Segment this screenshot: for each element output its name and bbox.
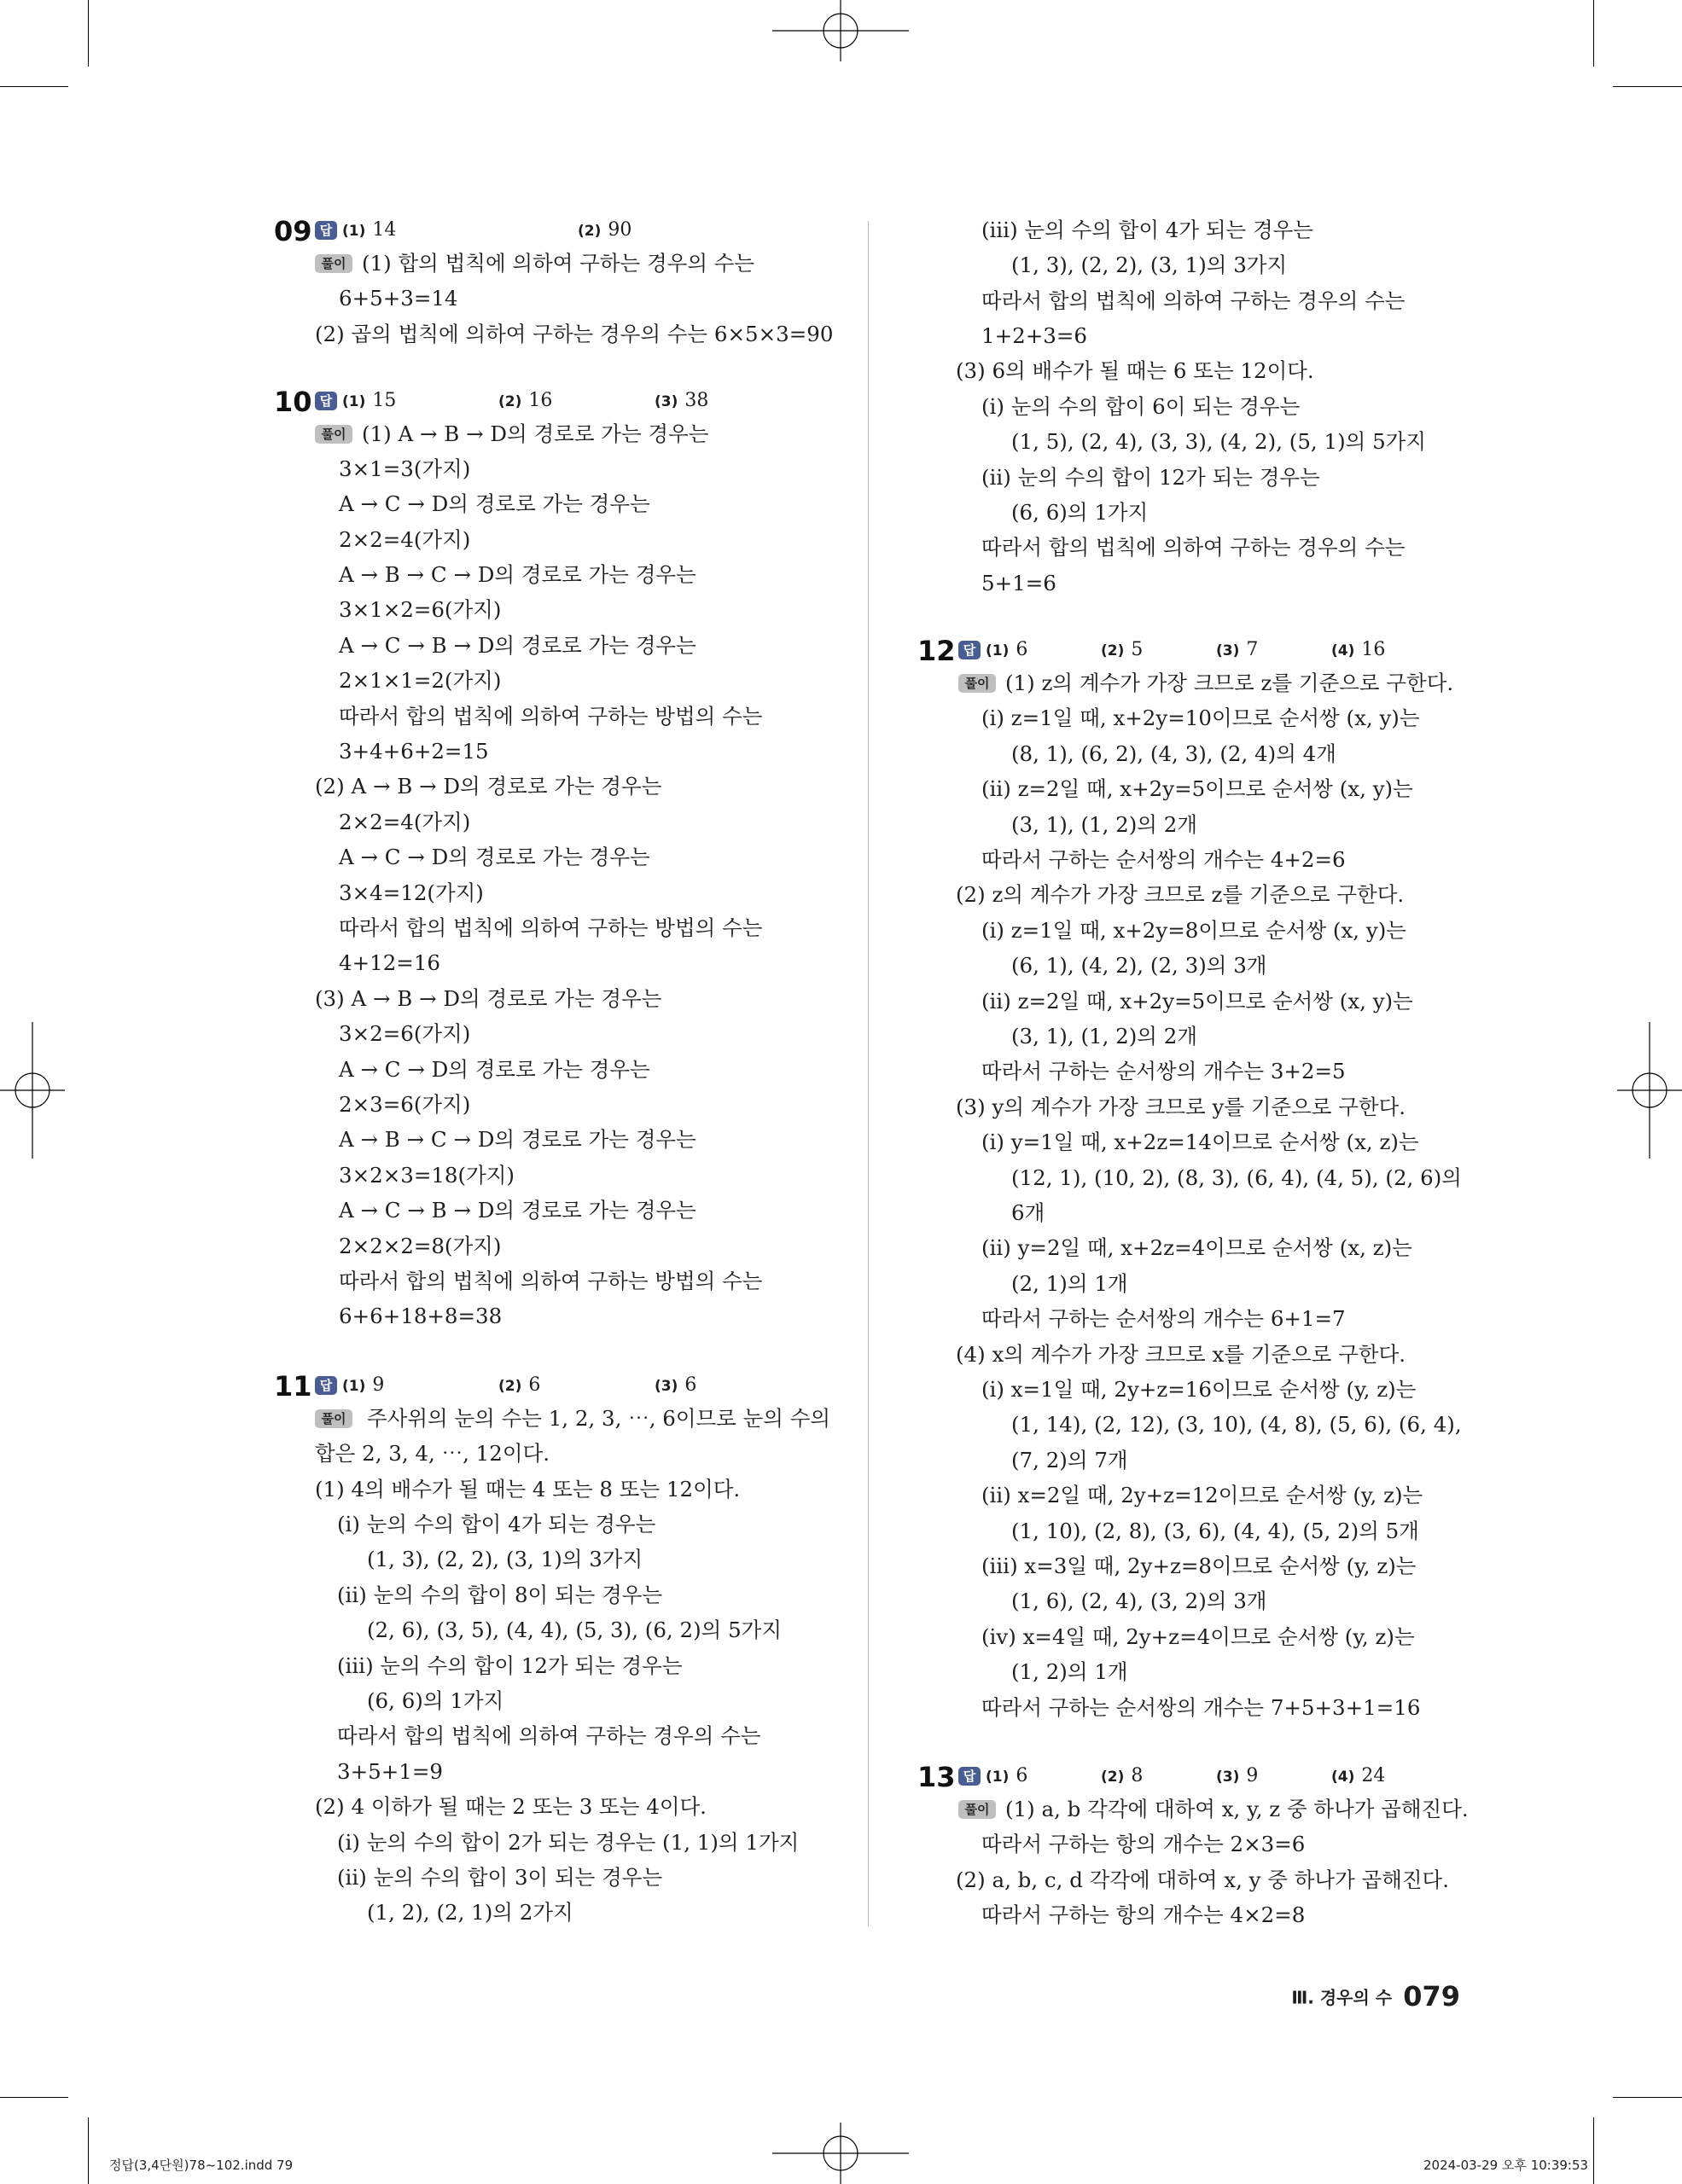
- solution-line: (ⅲ) x=3일 때, 2y+z=8이므로 순서쌍 (y, z)는: [981, 1554, 1417, 1578]
- solution-line: (ⅲ) 눈의 수의 합이 4가 되는 경우는: [981, 218, 1313, 242]
- solution-line: A → C → D의 경로로 가는 경우는: [339, 845, 650, 869]
- solution-line: (ⅰ) x=1일 때, 2y+z=16이므로 순서쌍 (y, z)는: [981, 1377, 1417, 1402]
- answer-value: (1) 15: [342, 390, 397, 411]
- solution-line: (ⅱ) 눈의 수의 합이 3이 되는 경우는: [337, 1865, 663, 1890]
- solution-badge: 풀이: [958, 674, 996, 693]
- crop-mark: [0, 86, 68, 87]
- solution-line: A → C → D의 경로로 가는 경우는: [339, 491, 650, 516]
- answer-badge: 답: [958, 1767, 981, 1786]
- solution-line: (2) 곱의 법칙에 의하여 구하는 경우의 수는 6×5×3=90: [315, 322, 834, 346]
- solution-line: (1, 14), (2, 12), (3, 10), (4, 8), (5, 6), (6, 4),: [1011, 1412, 1462, 1437]
- column-divider: [868, 221, 869, 1926]
- solution-line: 3+4+6+2=15: [339, 739, 489, 764]
- crop-mark: [1593, 2117, 1594, 2184]
- solution-line: 따라서 구하는 항의 개수는 2×3=6: [981, 1832, 1306, 1856]
- solution-line: (3) A → B → D의 경로로 가는 경우는: [315, 986, 662, 1011]
- answer-badge: 답: [958, 641, 981, 659]
- answer-badge: 답: [315, 1376, 337, 1395]
- crop-mark: [88, 2117, 89, 2184]
- page-footer: [1291, 1980, 1460, 2013]
- solution-line: (ⅱ) 눈의 수의 합이 8이 되는 경우는: [337, 1583, 663, 1607]
- solution-line: (1, 2)의 1개: [1011, 1659, 1128, 1684]
- registration-mark-bottom: [772, 2123, 909, 2184]
- solution-line: 따라서 합의 법칙에 의하여 구하는 방법의 수는: [339, 704, 763, 729]
- answer-value: (2) 90: [578, 219, 632, 241]
- solution-line: (2) a, b, c, d 각각에 대하여 x, y 중 하나가 곱해진다.: [956, 1867, 1449, 1892]
- problem-number: 10: [274, 386, 312, 418]
- answer-value: (3) 9: [1216, 1765, 1259, 1786]
- solution-line: (8, 1), (6, 2), (4, 3), (2, 4)의 4개: [1011, 741, 1336, 766]
- solution-line: 4+12=16: [339, 950, 440, 975]
- solution-line: (3) y의 계수가 가장 크므로 y를 기준으로 구한다.: [956, 1095, 1406, 1119]
- solution-line: (ⅰ) 눈의 수의 합이 2가 되는 경우는 (1, 1)의 1가지: [337, 1830, 800, 1855]
- solution-line: 3×1×2=6(가지): [339, 597, 502, 622]
- solution-badge: 풀이: [315, 1409, 352, 1428]
- solution-line: 3+5+1=9: [337, 1759, 443, 1784]
- solution-line: 따라서 구하는 순서쌍의 개수는 3+2=5: [981, 1059, 1346, 1083]
- solution-line: (ⅲ) 눈의 수의 합이 12가 되는 경우는: [337, 1653, 683, 1678]
- solution-line: 6+5+3=14: [339, 286, 458, 311]
- answer-value: (1) 14: [342, 219, 397, 241]
- solution-line: (12, 1), (10, 2), (8, 3), (6, 4), (4, 5), (2, 6)의: [1011, 1165, 1462, 1190]
- solution-line: (3) 6의 배수가 될 때는 6 또는 12이다.: [956, 358, 1314, 383]
- solution-line: (ⅰ) z=1일 때, x+2y=8이므로 순서쌍 (x, y)는: [981, 918, 1406, 943]
- solution-line: A → C → B → D의 경로로 가는 경우는: [339, 1198, 696, 1223]
- registration-mark-top: [772, 0, 909, 61]
- solution-line: (1) z의 계수가 가장 크므로 z를 기준으로 구한다.: [1005, 671, 1454, 695]
- solution-badge: 풀이: [958, 1800, 996, 1819]
- solution-line: A → B → C → D의 경로로 가는 경우는: [339, 1127, 696, 1152]
- solution-line: A → B → C → D의 경로로 가는 경우는: [339, 562, 696, 587]
- problem-number: 09: [274, 215, 312, 247]
- solution-line: (7, 2)의 7개: [1011, 1448, 1128, 1472]
- solution-line: (ⅰ) 눈의 수의 합이 4가 되는 경우는: [337, 1512, 656, 1536]
- solution-line: (1, 3), (2, 2), (3, 1)의 3가지: [367, 1547, 643, 1571]
- answer-value: (3) 7: [1216, 639, 1259, 660]
- solution-line: 따라서 구하는 순서쌍의 개수는 7+5+3+1=16: [981, 1695, 1421, 1720]
- solution-line: (3, 1), (1, 2)의 2개: [1011, 812, 1198, 837]
- solution-line: 주사위의 눈의 수는 1, 2, 3, ⋯, 6이므로 눈의 수의: [367, 1406, 831, 1431]
- solution-line: (2, 6), (3, 5), (4, 4), (5, 3), (6, 2)의 5가지: [367, 1618, 783, 1642]
- solution-line: A → C → D의 경로로 가는 경우는: [339, 1057, 650, 1082]
- solution-line: 2×2=4(가지): [339, 527, 471, 552]
- solution-line: 따라서 합의 법칙에 의하여 구하는 경우의 수는: [981, 535, 1406, 560]
- solution-line: (ⅱ) 눈의 수의 합이 12가 되는 경우는: [981, 465, 1320, 490]
- crop-mark: [1613, 2097, 1682, 2098]
- solution-line: 따라서 구하는 순서쌍의 개수는 6+1=7: [981, 1306, 1346, 1331]
- solution-line: (ⅰ) y=1일 때, x+2z=14이므로 순서쌍 (x, z)는: [981, 1130, 1419, 1154]
- solution-line: 5+1=6: [981, 571, 1056, 595]
- solution-badge: 풀이: [315, 425, 352, 444]
- problem-number: 11: [274, 1370, 312, 1403]
- solution-line: A → C → B → D의 경로로 가는 경우는: [339, 633, 696, 658]
- solution-line: (2, 1)의 1개: [1011, 1271, 1128, 1296]
- solution-line: (1, 6), (2, 4), (3, 2)의 3개: [1011, 1589, 1267, 1613]
- registration-mark-left: [0, 1022, 65, 1159]
- solution-line: (ⅱ) x=2일 때, 2y+z=12이므로 순서쌍 (y, z)는: [981, 1483, 1423, 1507]
- solution-line: (6, 6)의 1가지: [1011, 500, 1149, 525]
- solution-line: (2) 4 이하가 될 때는 2 또는 3 또는 4이다.: [315, 1794, 707, 1819]
- solution-line: (1, 10), (2, 8), (3, 6), (4, 4), (5, 2)의 5개: [1011, 1519, 1419, 1543]
- print-slug-file: 정답(3,4단원)78~102.indd 79: [109, 2158, 294, 2173]
- solution-line: (2) A → B → D의 경로로 가는 경우는: [315, 774, 662, 799]
- solution-line: 따라서 합의 법칙에 의하여 구하는 경우의 수는: [981, 288, 1406, 313]
- crop-mark: [88, 0, 89, 67]
- solution-line: 6개: [1011, 1200, 1045, 1225]
- solution-line: (1, 3), (2, 2), (3, 1)의 3가지: [1011, 253, 1288, 277]
- page-number: 079: [1403, 1980, 1460, 2013]
- solution-line: 2×2×2=8(가지): [339, 1234, 502, 1258]
- answer-badge: 답: [315, 392, 337, 410]
- answer-value: (2) 16: [498, 390, 553, 411]
- print-slug-timestamp: 2024-03-29 오후 10:39:53: [1423, 2158, 1589, 2173]
- solution-line: 2×2=4(가지): [339, 810, 471, 834]
- answer-value: (1) 9: [342, 1374, 385, 1396]
- solution-line: 3×2=6(가지): [339, 1021, 471, 1046]
- answer-value: (1) 6: [986, 639, 1028, 660]
- solution-line: (ⅳ) x=4일 때, 2y+z=4이므로 순서쌍 (y, z)는: [981, 1624, 1415, 1649]
- crop-mark: [1593, 0, 1594, 67]
- solution-line: (ⅰ) 눈의 수의 합이 6이 되는 경우는: [981, 394, 1301, 419]
- solution-line: (1) 합의 법칙에 의하여 구하는 경우의 수는: [362, 251, 755, 276]
- registration-mark-right: [1617, 1022, 1682, 1159]
- solution-line: 합은 2, 3, 4, ⋯, 12이다.: [315, 1441, 550, 1466]
- solution-line: (ⅰ) z=1일 때, x+2y=10이므로 순서쌍 (x, y)는: [981, 706, 1420, 730]
- solution-line: (1, 2), (2, 1)의 2가지: [367, 1900, 573, 1925]
- solution-line: 2×3=6(가지): [339, 1092, 471, 1117]
- answer-value: (4) 16: [1331, 639, 1386, 660]
- solution-line: (1) A → B → D의 경로로 가는 경우는: [362, 421, 709, 446]
- solution-line: 따라서 구하는 항의 개수는 4×2=8: [981, 1902, 1306, 1927]
- solution-line: 1+2+3=6: [981, 323, 1087, 348]
- problem-number: 12: [917, 635, 956, 667]
- solution-line: (6, 1), (4, 2), (2, 3)의 3개: [1011, 953, 1267, 978]
- solution-line: 따라서 구하는 순서쌍의 개수는 4+2=6: [981, 847, 1346, 872]
- solution-badge: 풀이: [315, 254, 352, 273]
- solution-line: (ⅱ) z=2일 때, x+2y=5이므로 순서쌍 (x, y)는: [981, 989, 1413, 1014]
- answer-value: (1) 6: [986, 1765, 1028, 1786]
- solution-line: 3×4=12(가지): [339, 880, 484, 905]
- solution-line: 따라서 합의 법칙에 의하여 구하는 방법의 수는: [339, 915, 763, 940]
- answer-badge: 답: [315, 221, 337, 240]
- crop-mark: [1613, 86, 1682, 87]
- answer-value: (4) 24: [1331, 1765, 1386, 1786]
- solution-line: (ⅱ) y=2일 때, x+2z=4이므로 순서쌍 (x, z)는: [981, 1235, 1412, 1260]
- solution-line: 6+6+18+8=38: [339, 1304, 503, 1328]
- answer-value: (3) 38: [655, 390, 709, 411]
- answer-value: (3) 6: [655, 1374, 697, 1396]
- solution-line: 따라서 합의 법칙에 의하여 구하는 방법의 수는: [339, 1269, 763, 1293]
- solution-line: (ⅱ) z=2일 때, x+2y=5이므로 순서쌍 (x, y)는: [981, 776, 1413, 801]
- solution-line: (4) x의 계수가 가장 크므로 x를 기준으로 구한다.: [956, 1342, 1406, 1367]
- solution-line: 따라서 합의 법칙에 의하여 구하는 경우의 수는: [337, 1723, 761, 1748]
- problem-number: 13: [917, 1761, 956, 1793]
- solution-line: (2) z의 계수가 가장 크므로 z를 기준으로 구한다.: [956, 882, 1405, 907]
- answer-value: (2) 6: [498, 1374, 541, 1396]
- solution-line: 3×1=3(가지): [339, 456, 471, 481]
- solution-line: 2×1×1=2(가지): [339, 668, 502, 693]
- answer-value: (2) 8: [1101, 1765, 1144, 1786]
- answer-value: (2) 5: [1101, 639, 1144, 660]
- solution-line: (3, 1), (1, 2)의 2개: [1011, 1024, 1198, 1048]
- solution-line: (1, 5), (2, 4), (3, 3), (4, 2), (5, 1)의 5가지: [1011, 429, 1427, 454]
- solution-line: 3×2×3=18(가지): [339, 1163, 515, 1188]
- solution-line: (6, 6)의 1가지: [367, 1688, 504, 1713]
- crop-mark: [0, 2097, 68, 2098]
- solution-line: (1) 4의 배수가 될 때는 4 또는 8 또는 12이다.: [315, 1477, 741, 1502]
- solution-line: (1) a, b 각각에 대하여 x, y, z 중 하나가 곱해진다.: [1005, 1797, 1469, 1821]
- section-title: Ⅲ. 경우의 수: [1291, 1987, 1393, 2008]
